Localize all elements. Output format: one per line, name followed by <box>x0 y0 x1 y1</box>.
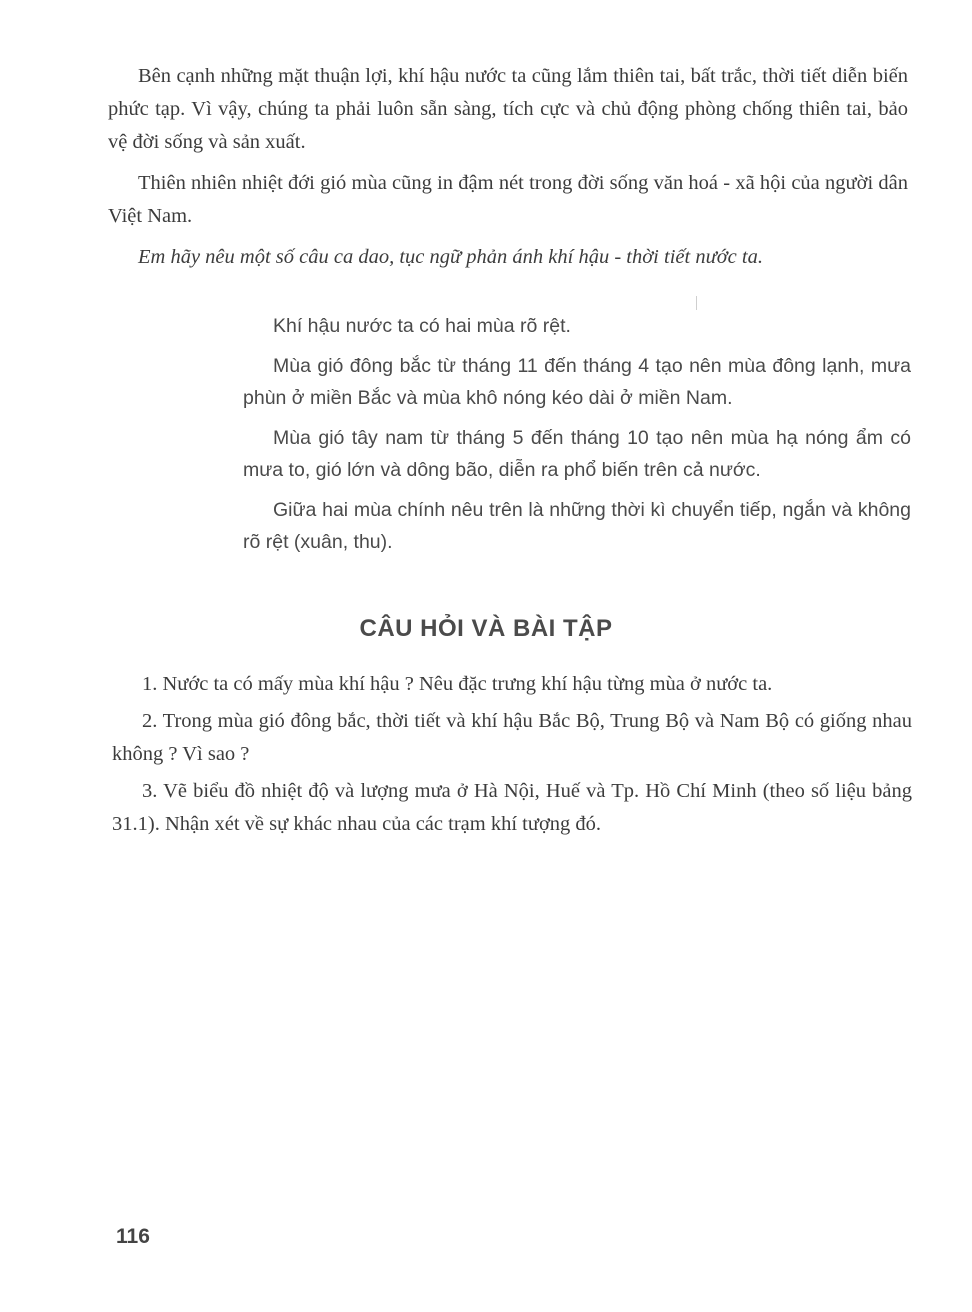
question-item: 1. Nước ta có mấy mùa khí hậu ? Nêu đặc trưng khí hậu từng mùa ở nước ta. <box>142 673 773 695</box>
page-number: 116 <box>116 1225 150 1248</box>
intro-section <box>108 60 908 282</box>
margin-mark <box>696 296 697 310</box>
summary-paragraph: Giữa hai mùa chính nêu trên là những thời kì chuyển tiếp, ngắn và không rõ rệt (xuân, thu). <box>243 499 911 553</box>
intro-prompt: Em hãy nêu một số câu ca dao, tục ngữ phản ánh khí hậu - thời tiết nước ta. <box>138 246 763 268</box>
intro-paragraph: Thiên nhiên nhiệt đới gió mùa cũng in đậm nét trong đời sống văn hoá - xã hội của người dân Việt Nam. <box>108 172 908 227</box>
question-list <box>112 668 912 845</box>
summary-paragraph: Mùa gió đông bắc từ tháng 11 đến tháng 4 tạo nên mùa đông lạnh, mưa phùn ở miền Bắc và mùa khô nóng kéo dài ở miền Nam. <box>243 355 911 409</box>
question-item: 3. Vẽ biểu đồ nhiệt độ và lượng mưa ở Hà Nội, Huế và Tp. Hồ Chí Minh (theo số liệu bảng 31.1). Nhận xét về sự khác nhau của các trạm khí tượng đó. <box>112 780 912 835</box>
section-title: CÂU HỎI VÀ BÀI TẬP <box>359 615 613 642</box>
summary-paragraph: Khí hậu nước ta có hai mùa rõ rệt. <box>273 315 571 337</box>
question-item: 2. Trong mùa gió đông bắc, thời tiết và khí hậu Bắc Bộ, Trung Bộ và Nam Bộ có giống nhau không ? Vì sao ? <box>112 710 912 765</box>
summary-box <box>243 310 911 566</box>
summary-paragraph: Mùa gió tây nam từ tháng 5 đến tháng 10 tạo nên mùa hạ nóng ẩm có mưa to, gió lớn và dông bão, diễn ra phổ biến trên cả nước. <box>243 427 911 481</box>
intro-paragraph: Bên cạnh những mặt thuận lợi, khí hậu nước ta cũng lắm thiên tai, bất trắc, thời tiết diễn biến phức tạp. Vì vậy, chúng ta phải luôn sẵn sàng, tích cực và chủ động phòng chống thiên tai, bảo vệ đời sống và sản xuất. <box>108 65 908 153</box>
